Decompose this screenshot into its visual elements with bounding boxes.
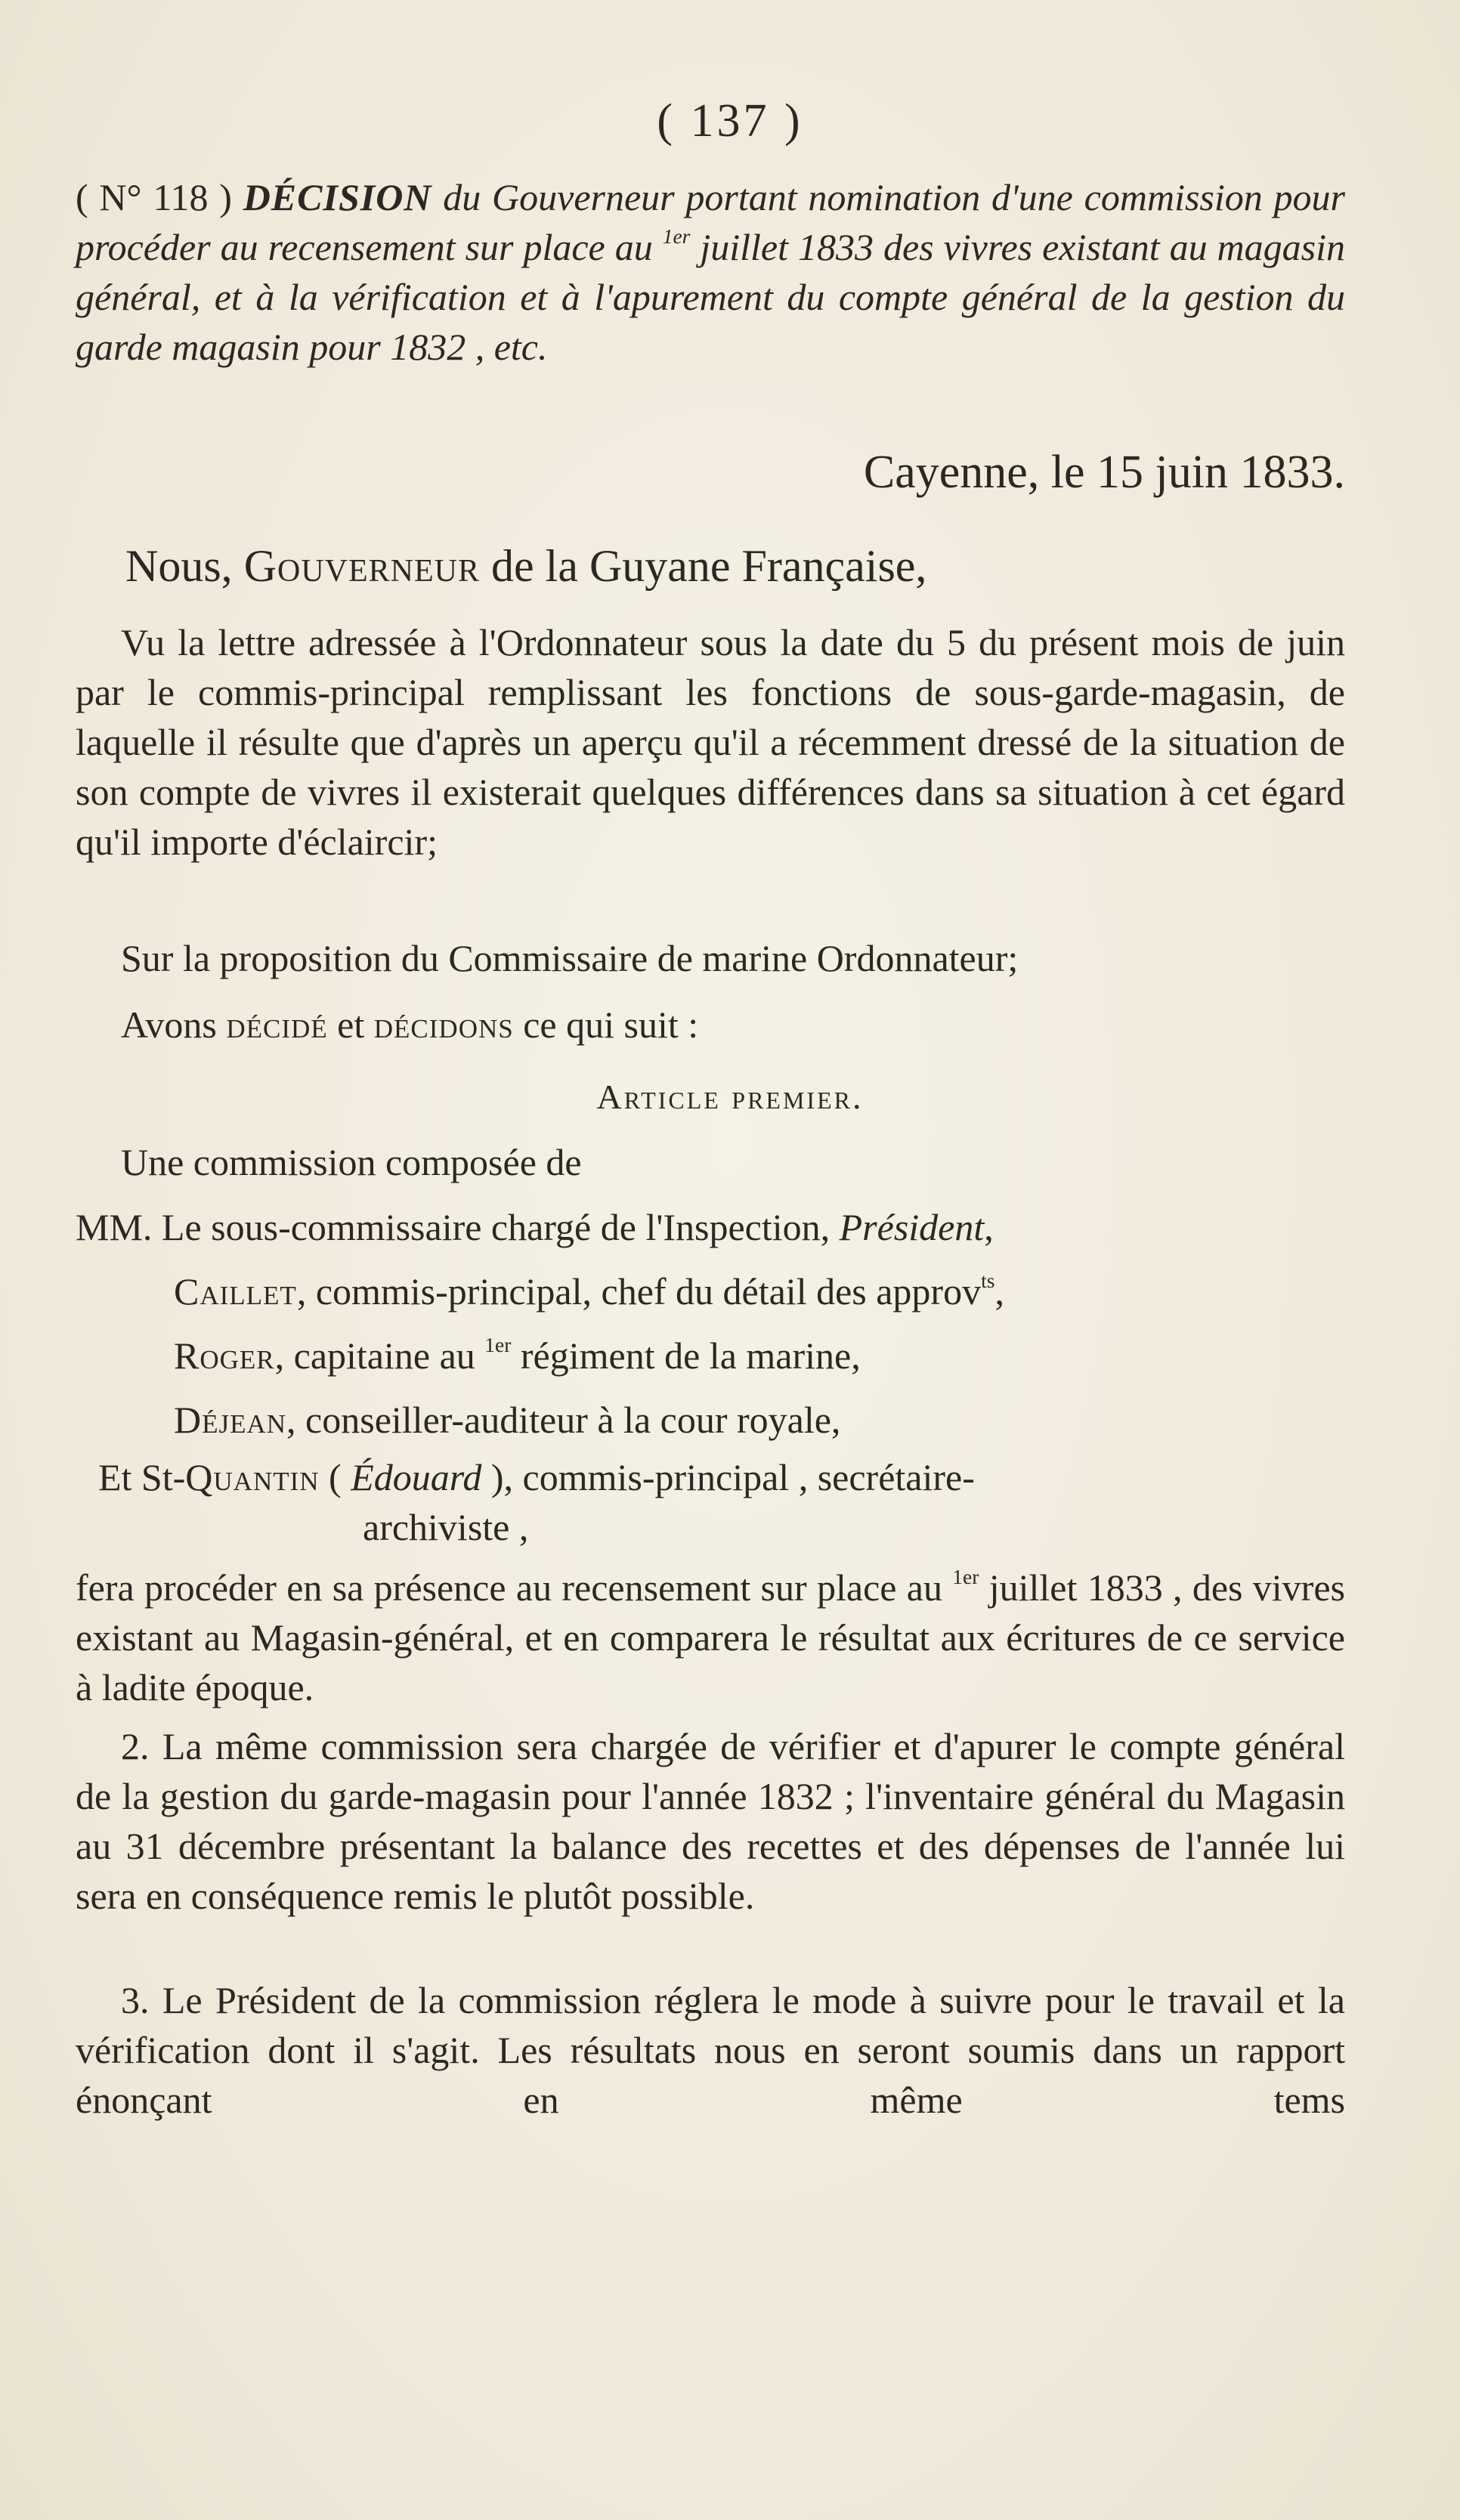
paragraph-proposition: Sur la proposition du Commissaire de marine Ordonnateur;: [121, 937, 1019, 979]
heading-text-1: du Gouverneur portant nomination d'une commission pour procéder au recensement sur place au: [76, 176, 1346, 268]
paragraph-vu: Vu la lettre adressée à l'Ordonnateur sous la date du 5 du présent mois de juin par le commis-principal remplissant les fonctions de sous-garde-magasin, de laquelle il résulte que d'après un aperçu qu'il a récemment dressé de la situation de son compte de vivres il existerait quelques différences dans sa situation à cet égard qu'il importe d'éclaircir;: [76, 621, 1345, 863]
avons-decidons: décidons: [373, 1003, 514, 1046]
decision-number: ( N° 118 ): [76, 176, 232, 218]
article-2: 2. La même commission sera chargée de vérifier et d'apurer le compte général de la gestion du garde-magasin pour l'année 1832 ; l'inventaire général du Magasin au 31 décembre présentant la balance des recettes et des dépenses de l'année lui sera en conséquence remis le plutôt possible.: [76, 1725, 1345, 1917]
paragraph-une: Une commission composée de: [121, 1141, 582, 1183]
nous-prefix: Nous,: [125, 541, 244, 591]
member-president: MM. Le sous-commissaire chargé de l'Inspection, Président,: [76, 1206, 994, 1248]
dateline: Cayenne, le 15 juin 1833.: [863, 447, 1345, 498]
page-number: ( 137 ): [657, 95, 803, 147]
avons-a: Avons: [121, 1003, 227, 1046]
nous-gouverneur: Gouverneur: [243, 541, 481, 591]
nous-line: [76, 540, 1395, 592]
avons-decide: décidé: [226, 1003, 328, 1046]
president-label: Président: [839, 1206, 985, 1248]
member-caillet: Caillet, commis-principal, chef du détail des approv$^{ts}$,: [174, 1269, 1004, 1313]
article-title: Article premier.: [596, 1078, 864, 1116]
heading-sup: 1er: [662, 224, 691, 248]
paragraph-fera: fera procéder en sa présence au recensement sur place au $^{1er}$ juillet 1833 , des vivres existant au Magasin-général, et en comparera le résultat aux écritures de ce service à ladite époque.: [76, 1565, 1345, 1708]
member-dejean: Déjean, conseiller-auditeur à la cour royale,: [174, 1399, 841, 1441]
member-st-quantin: Et St-Quantin ( Édouard ), commis-principal , secrétaire- archiviste ,: [98, 1456, 975, 1548]
member-roger: Roger, capitaine au $^{1er}$ régiment de la marine,: [174, 1333, 861, 1377]
heading-text-2: juillet 1833 des vivres existant au magasin général, et à la vérification et à l'apurement du compte général de la gestion du garde magasin pour 1832 , etc.: [76, 226, 1345, 368]
decision-title: DÉCISION: [243, 176, 432, 218]
avons-et: et: [327, 1003, 374, 1046]
avons-suit: ce qui suit :: [513, 1003, 699, 1046]
paragraph-avons: [76, 1000, 1345, 1050]
article-3: 3. Le Président de la commission réglera le mode à suivre pour le travail et la vérification dont il s'agit. Les résultats nous en seront soumis dans un rapport énonçant en même tems: [76, 1979, 1345, 2121]
nous-suffix: de la Guyane Française,: [480, 541, 927, 591]
decision-heading: [76, 172, 1345, 372]
members-list: [76, 1195, 1345, 1552]
